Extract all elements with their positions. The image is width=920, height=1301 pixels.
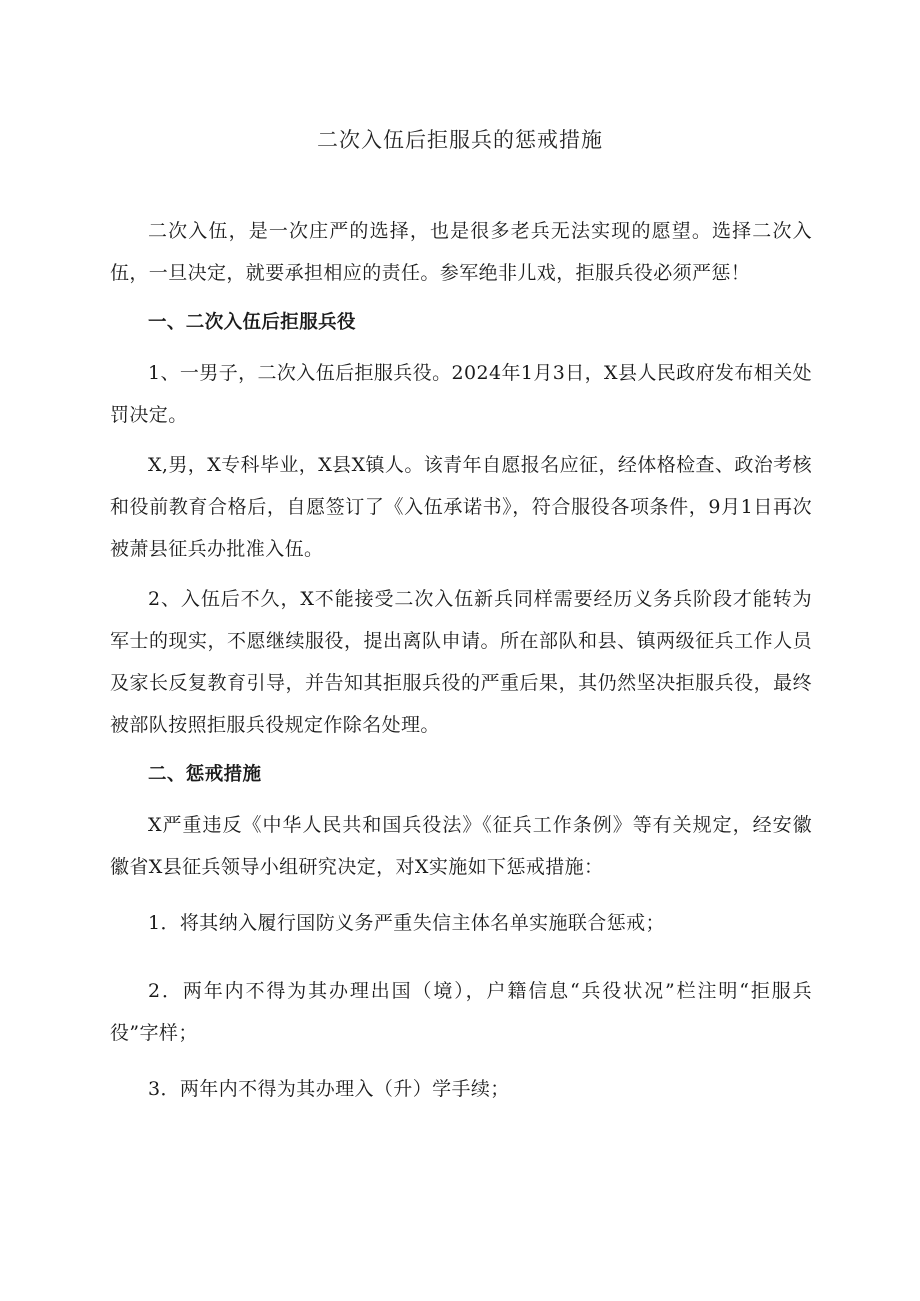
document-title: 二次入伍后拒服兵的惩戒措施 xyxy=(317,128,603,152)
section-2-heading: 二、惩戒措施 xyxy=(148,764,262,785)
measure-item: 1．将其纳入履行国防义务严重失信主体名单实施联合惩戒； xyxy=(148,912,665,934)
section-1-paragraph: 2、入伍后不久，X不能接受二次入伍新兵同样需要经历义务兵阶段才能转为军士的现实，不愿继续服役，提出离队申请。所在部队和县、镇两级征兵工作人员及家长反复教育引导，并告知其拒服兵役的严重后果，其仍然坚决拒服兵役，最终被部队按照拒服兵役规定作除名处理。 xyxy=(110,588,812,736)
section-1-heading: 一、二次入伍后拒服兵役 xyxy=(148,312,356,333)
measure-item: 3．两年内不得为其办理入（升）学手续； xyxy=(148,1078,510,1100)
section-1-paragraph: X,男，X专科毕业，X县X镇人。该青年自愿报名应征，经体格检查、政治考核和役前教育合格后，自愿签订了《入伍承诺书》，符合服役各项条件，9月1日再次被萧县征兵办批准入伍。 xyxy=(110,454,812,560)
section-2-paragraph: X严重违反《中华人民共和国兵役法》《征兵工作条例》等有关规定，经安徽徽省X县征兵领导小组研究决定，对X实施如下惩戒措施： xyxy=(110,814,812,878)
document-body xyxy=(110,210,812,1110)
measure-item: 2．两年内不得为其办理出国（境），户籍信息“兵役状况”栏注明“拒服兵役”字样； xyxy=(110,980,812,1044)
intro-paragraph: 二次入伍，是一次庄严的选择，也是很多老兵无法实现的愿望。选择二次入伍，一旦决定，就要承担相应的责任。参军绝非儿戏，拒服兵役必须严惩！ xyxy=(110,220,812,284)
section-1-paragraph: 1、一男子，二次入伍后拒服兵役。2024年1月3日，X县人民政府发布相关处罚决定。 xyxy=(110,362,812,426)
